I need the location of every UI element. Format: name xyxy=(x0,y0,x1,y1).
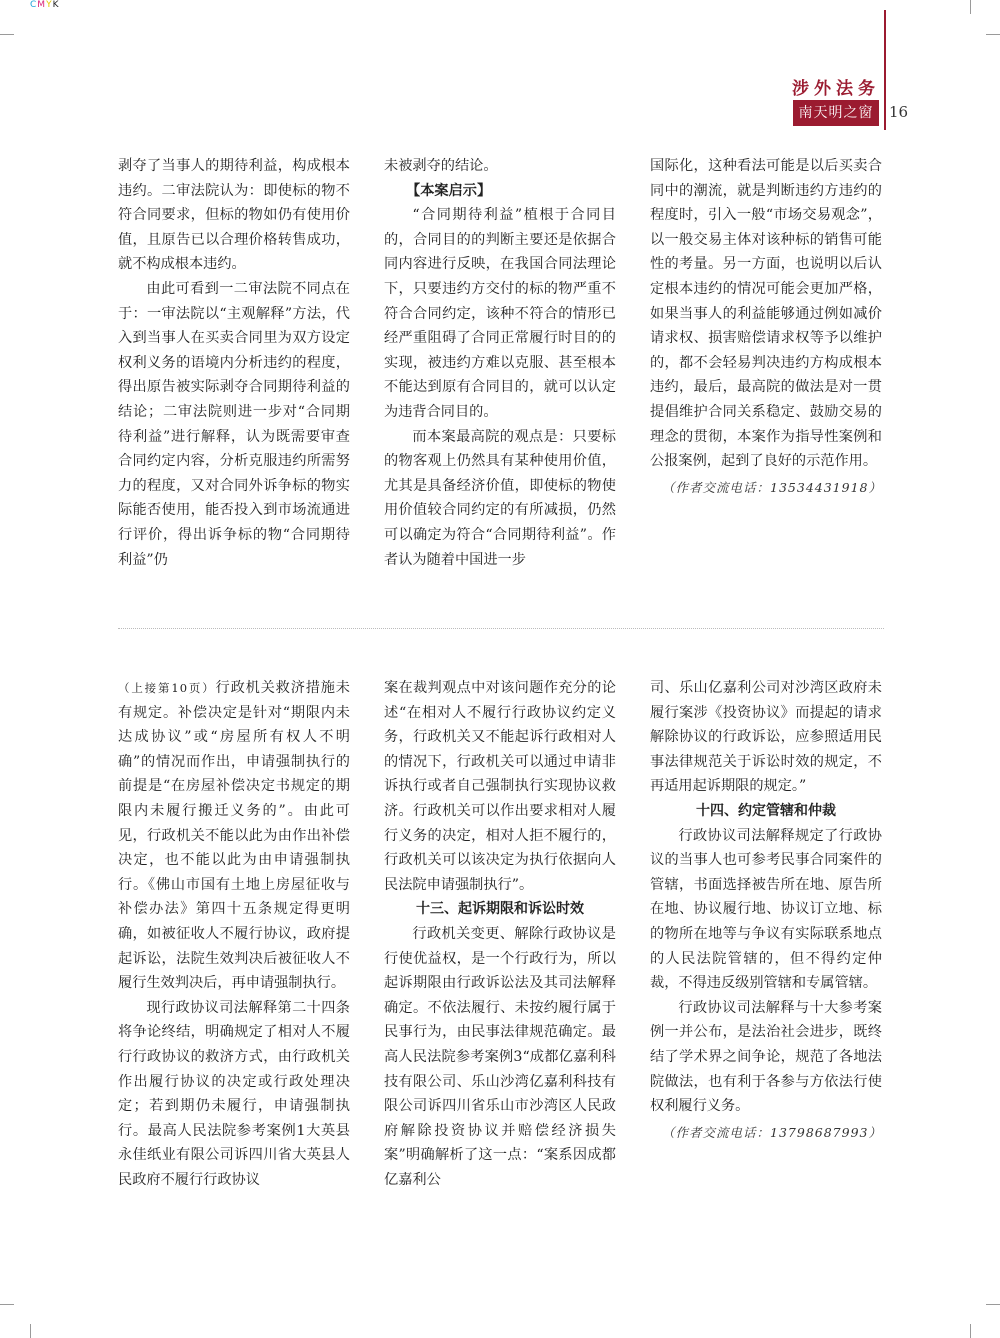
author-contact: （作者交流电话：13534431918） xyxy=(662,479,882,495)
crop-mark xyxy=(30,1324,31,1338)
paragraph: 剥夺了当事人的期待利益，构成根本违约。二审法院认为：即使标的物不符合同要求，但标的物如仍有使用价值，且原告已以合理价格转售成功，就不构成根本违约。 xyxy=(118,158,350,273)
color-bar-label: CMYK xyxy=(30,0,60,10)
top-column-3 xyxy=(650,154,882,500)
paragraph: 由此可看到一二审法院不同点在于：一审法院以“主观解释”方法，代入到当事人在买卖合同里为双方设定权利义务的语境内分析违约的程度，得出原告被实际剥夺合同期待利益的结论；二审法院则进一步对“合同期待利益”进行解释，认为既需要审查合同约定内容，分析克服违约所需努力的程度，又对合同外诉争标的物实际能否使用，能否投入到市场流通进行评价，得出诉争标的物“合同期待利益”仍 xyxy=(118,280,350,568)
paragraph: 国际化，这种看法可能是以后买卖合同中的潮流，就是判断违约方违约的程度时，引入一般“市场交易观念”，以一般交易主体对该种标的销售可能性的考量。另一方面，也说明以后认定根本违约的情况可能会更加严格，如果当事人的利益能够通过例如减价请求权、损害赔偿请求权等予以维护的，都不会轻易判决违约方构成根本违约，最后，最高院的做法是对一贯提倡维护合同关系稳定、鼓励交易的理念的贯彻，本案作为指导性案例和公报案例，起到了良好的示范作用。 xyxy=(650,158,882,470)
section-heading: 十四、约定管辖和仲裁 xyxy=(696,802,836,819)
paragraph: 案在裁判观点中对该问题作充分的论述“在相对人不履行行政协议约定义务，行政机关又不能起诉行政相对人的情况下，行政机关可以通过申请非诉执行或者自己强制执行实现协议救济。行政机关可以作出要求相对人履行义务的决定，相对人拒不履行的，行政机关可以该决定为执行依据向人民法院申请强制执行”。 xyxy=(384,680,616,893)
paragraph: 未被剥夺的结论。 xyxy=(384,158,498,174)
paragraph: 行政机关变更、解除行政协议是行使优益权，是一个行政行为，所以起诉期限由行政诉讼法及其司法解释确定。不依法履行、未按约履行属于民事行为，由民事法律规范确定。最高人民法院参考案例3“成都亿嘉利科技有限公司、乐山沙湾亿嘉利科技有限公司诉四川省乐山市沙湾区人民政府解除投资协议并赔偿经济损失案”明确解析了这一点：“案系因成都亿嘉利公 xyxy=(384,925,616,1188)
paragraph: “合同期待利益”植根于合同目的，合同目的的判断主要还是依据合同内容进行反映，在我国合同法理论下，只要违约方交付的标的物严重不符合合同约定，该种不符合的情形已经严重阻碍了合同正常履行时目的的实现，被违约方难以克服、甚至根本不能达到原有合同目的，就可以认定为违背合同目的。 xyxy=(384,207,616,420)
crop-mark xyxy=(0,34,14,35)
paragraph: 而本案最高院的观点是：只要标的物客观上仍然具有某种使用价值，尤其是具备经济价值，即使标的物使用价值较合同约定的有所减损，仍然可以确定为符合“合同期待利益”。作者认为随着中国进一步 xyxy=(384,428,616,568)
bottom-column-2 xyxy=(384,676,616,1192)
paragraph: 现行政协议司法解释第二十四条将争论终结，明确规定了相对人不履行行政协议的救济方式，由行政机关作出履行协议的决定或行政处理决定；若到期仍未履行，申请强制执行。最高人民法院参考案例1大英县永佳纸业有限公司诉四川省大英县人民政府不履行行政协议 xyxy=(118,999,350,1188)
crop-mark xyxy=(970,1324,971,1338)
bottom-column-1 xyxy=(118,676,350,1192)
page-number: 16 xyxy=(889,103,909,121)
header-rule xyxy=(884,10,886,130)
column-badge: 南天明之窗 xyxy=(793,100,879,126)
crop-mark xyxy=(986,1304,1000,1305)
top-column-1 xyxy=(118,154,350,572)
continued-note: （上接第10页） xyxy=(118,681,216,695)
crop-mark xyxy=(970,0,971,14)
top-column-2 xyxy=(384,154,616,572)
paragraph: 行政协议司法解释规定了行政协议的当事人也可参考民事合同案件的管辖，书面选择被告所在地、原告所在地、协议履行地、协议订立地、标的物所在地等与争议有实际联系地点的人民法院管辖的，但不得约定仲裁，不得违反级别管辖和专属管辖。 xyxy=(650,827,882,992)
paragraph: 司、乐山亿嘉利公司对沙湾区政府未履行案涉《投资协议》而提起的请求解除协议的行政诉讼，应参照适用民事法律规范关于诉讼时效的规定，不再适用起诉期限的规定。” xyxy=(650,680,882,795)
crop-mark xyxy=(986,34,1000,35)
author-contact: （作者交流电话：13798687993） xyxy=(662,1124,882,1140)
section-heading: 十三、起诉期限和诉讼时效 xyxy=(416,901,584,918)
bottom-column-3 xyxy=(650,676,882,1145)
article-divider xyxy=(118,628,884,629)
paragraph: 行政协议司法解释与十大参考案例一并公布，是法治社会进步，既终结了学术界之间争论，规范了各地法院做法，也有利于各参与方依法行使权利履行义务。 xyxy=(650,999,882,1115)
section-title: 涉外法务 xyxy=(792,79,880,99)
crop-mark xyxy=(0,1304,14,1305)
section-heading: 【本案启示】 xyxy=(406,182,492,199)
paragraph: （上接第10页）行政机关救济措施未有规定。补偿决定是针对“期限内未达成协议”或“房屋所有权人不明确”的情况而作出，申请强制执行的前提是“在房屋补偿决定书规定的期限内未履行搬迁义务的”。由此可见，行政机关不能以此为由作出补偿决定，也不能以此为由申请强制执行。《佛山市国有土地上房屋征收与补偿办法》第四十五条规定得更明确，如被征收人不履行协议，政府提起诉讼，法院生效判决后被征收人不履行生效判决后，再申请强制执行。 xyxy=(118,680,350,992)
